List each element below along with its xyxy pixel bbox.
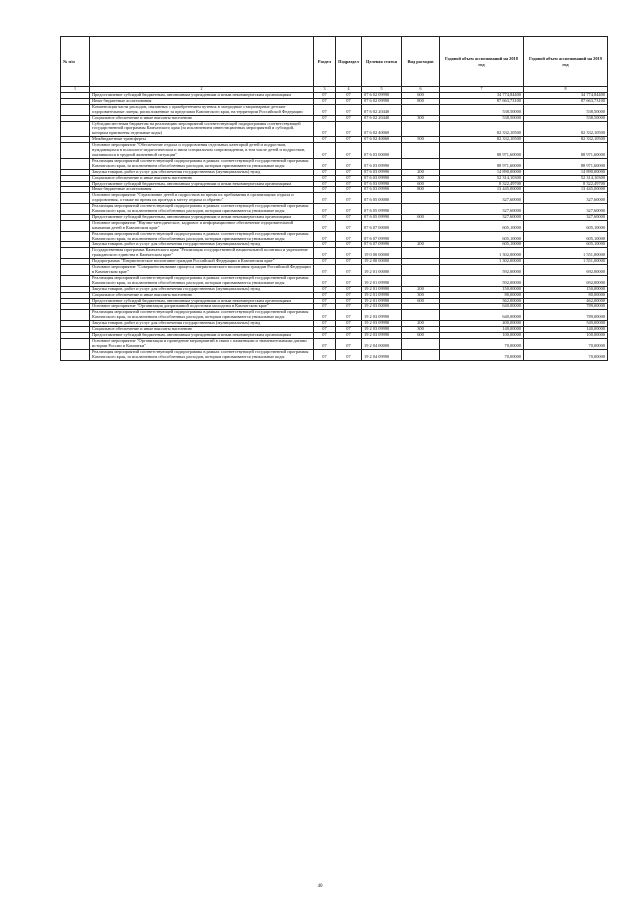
- cell-expense-type: [402, 265, 440, 276]
- cell-target-article: 07 6 03 09990: [362, 158, 402, 169]
- cell-name: Основное мероприятие "Организация допризывной подготовки молодежи в Камчатском крае": [90, 304, 314, 310]
- cell-podrazdel: 07: [336, 304, 362, 310]
- cell-target-article: 07 6 02 40060: [362, 121, 402, 137]
- cell-razdel: 07: [314, 265, 336, 276]
- cell-name: Подпрограмма "Патриотическое воспитание граждан Российской Федерации в Камчатском крае": [90, 259, 314, 265]
- cell-name: Реализация мероприятий соответствующей подпрограммы в рамках соответствующей государственной программы Камчатского края, за исключением обособленных расходов, которым присваиваются уникальные коды: [90, 231, 314, 242]
- cell-num: [61, 121, 90, 137]
- cell-volume-2018: 82 332,10500: [440, 137, 524, 143]
- cell-razdel: 07: [314, 327, 336, 333]
- cell-expense-type: [402, 349, 440, 360]
- cell-volume-2018: 150,00000: [440, 286, 524, 292]
- cell-volume-2019: 605,10000: [524, 242, 608, 248]
- header-target-article: Целевая статья: [362, 37, 402, 87]
- cell-expense-type: 600: [402, 332, 440, 338]
- cell-podrazdel: 07: [336, 275, 362, 286]
- cell-target-article: 07 6 03 09990: [362, 169, 402, 175]
- cell-num: [61, 104, 90, 115]
- cell-volume-2018: 605,10000: [440, 231, 524, 242]
- cell-name: Социальное обеспечение и иные выплаты населению: [90, 175, 314, 181]
- cell-name: Основное мероприятие "Организация и проведение мероприятий в связи с памятными и знаменательными датами истории России и Камчатки": [90, 338, 314, 349]
- cell-volume-2018: 640,00000: [440, 310, 524, 321]
- cell-num: [61, 265, 90, 276]
- cell-razdel: 07: [314, 187, 336, 193]
- cell-volume-2018: 87 663,73100: [440, 98, 524, 104]
- cell-target-article: 07 6 02 20440: [362, 104, 402, 115]
- cell-target-article: 19 2 03 00000: [362, 304, 402, 310]
- cell-volume-2019: 100,00000: [524, 332, 608, 338]
- cell-podrazdel: 07: [336, 143, 362, 159]
- cell-target-article: 19 0 00 00000: [362, 248, 402, 259]
- cell-razdel: 07: [314, 137, 336, 143]
- cell-target-article: 19 2 03 09990: [362, 321, 402, 327]
- cell-volume-2019: 549,00000: [524, 321, 608, 327]
- cell-volume-2019: 87 663,73100: [524, 98, 608, 104]
- table-row: [61, 248, 608, 259]
- cell-expense-type: [402, 158, 440, 169]
- cell-volume-2019: 692,00000: [524, 265, 608, 276]
- cell-num: [61, 193, 90, 204]
- cell-target-article: 07 6 02 09990: [362, 98, 402, 104]
- cell-volume-2019: 82 332,10500: [524, 137, 608, 143]
- column-number: 8: [524, 87, 608, 93]
- cell-target-article: 07 6 03 09990: [362, 181, 402, 187]
- cell-volume-2018: 400,00000: [440, 321, 524, 327]
- column-number: 1: [61, 87, 90, 93]
- cell-name: Основное мероприятие "Обеспечение отдыха и оздоровления отдельных категорий детей и подростков, нуждающихся в психолого-педагогическом и ином специальном сопровождении, в том числе детей и подростков, оказавшихся в трудной жизненной ситуации": [90, 143, 314, 159]
- cell-volume-2019: 327,60000: [524, 193, 608, 204]
- cell-podrazdel: 07: [336, 242, 362, 248]
- cell-name: Иные бюджетные ассигнования: [90, 187, 314, 193]
- cell-podrazdel: 07: [336, 292, 362, 298]
- cell-podrazdel: 07: [336, 332, 362, 338]
- page-number: 40: [317, 884, 323, 889]
- budget-table: [60, 36, 608, 361]
- cell-volume-2018: 327,60000: [440, 193, 524, 204]
- cell-volume-2019: 13 445,00000: [524, 187, 608, 193]
- cell-volume-2019: 538,50000: [524, 104, 608, 115]
- cell-razdel: 07: [314, 181, 336, 187]
- cell-volume-2018: 70,00000: [440, 349, 524, 360]
- cell-volume-2019: 14 890,00000: [524, 169, 608, 175]
- cell-podrazdel: 07: [336, 193, 362, 204]
- cell-target-article: 07 6 03 00000: [362, 143, 402, 159]
- cell-razdel: 07: [314, 104, 336, 115]
- cell-volume-2019: 52 314,10300: [524, 175, 608, 181]
- table-row: [61, 220, 608, 231]
- cell-name: Предоставление субсидий бюджетным, автономным учреждениям и иным некоммерческим организациям: [90, 332, 314, 338]
- cell-volume-2018: 14 890,00000: [440, 169, 524, 175]
- cell-razdel: 07: [314, 259, 336, 265]
- cell-volume-2018: 8 322,49700: [440, 181, 524, 187]
- cell-expense-type: [402, 310, 440, 321]
- cell-expense-type: 600: [402, 93, 440, 99]
- cell-name: Закупка товаров, работ и услуг для обеспечения государственных (муниципальных) нужд: [90, 286, 314, 292]
- table-row: [61, 231, 608, 242]
- cell-volume-2019: 462,00000: [524, 298, 608, 304]
- cell-razdel: 07: [314, 338, 336, 349]
- cell-razdel: 07: [314, 115, 336, 121]
- cell-num: [61, 349, 90, 360]
- cell-volume-2019: 692,00000: [524, 275, 608, 286]
- cell-volume-2019: 327,60000: [524, 204, 608, 215]
- cell-expense-type: 300: [402, 327, 440, 333]
- cell-volume-2018: 538,50000: [440, 115, 524, 121]
- cell-target-article: 19 2 03 09990: [362, 327, 402, 333]
- cell-name: Субсидии местным бюджетам на реализацию мероприятий соответствующей подпрограммы соответствующей государственной программы Камчатского края (за исключением инвестиционных мероприятий и субсидий, которым присвоены отдельные коды): [90, 121, 314, 137]
- cell-razdel: 07: [314, 175, 336, 181]
- header-volume-2018: Годовой объем ассигнований на 2018 год: [440, 37, 524, 87]
- cell-volume-2018: 640,00000: [440, 304, 524, 310]
- cell-name: Основное мероприятие "Страхование детей и подростков во время их пребывания в организациях отдыха и оздоровления, а также во время их проезда к месту отдыха и обратно": [90, 193, 314, 204]
- cell-razdel: 07: [314, 158, 336, 169]
- cell-target-article: 19 2 01 00000: [362, 265, 402, 276]
- cell-num: [61, 275, 90, 286]
- cell-volume-2019: 80,00000: [524, 292, 608, 298]
- cell-expense-type: 600: [402, 298, 440, 304]
- cell-name: Реализация мероприятий соответствующей подпрограммы в рамках соответствующей государственной программы Камчатского края, за исключением обособленных расходов, которым присваиваются уникальные коды: [90, 275, 314, 286]
- cell-podrazdel: 07: [336, 181, 362, 187]
- cell-name: Реализация мероприятий соответствующей подпрограммы в рамках соответствующей государственной программы Камчатского края, за исключением обособленных расходов, которым присваиваются уникальные коды: [90, 349, 314, 360]
- cell-podrazdel: 07: [336, 327, 362, 333]
- header-name: [90, 37, 314, 87]
- column-number: 5: [362, 87, 402, 93]
- cell-volume-2018: 34 774,84400: [440, 93, 524, 99]
- cell-name: Социальное обеспечение и иные выплаты населению: [90, 115, 314, 121]
- cell-expense-type: [402, 104, 440, 115]
- cell-expense-type: 200: [402, 286, 440, 292]
- cell-podrazdel: 07: [336, 310, 362, 321]
- cell-volume-2019: 70,00000: [524, 338, 608, 349]
- cell-volume-2018: 52 314,10300: [440, 175, 524, 181]
- cell-expense-type: 200: [402, 169, 440, 175]
- cell-name: Предоставление субсидий бюджетным, автономным учреждениям и иным некоммерческим организациям: [90, 93, 314, 99]
- cell-num: [61, 204, 90, 215]
- cell-volume-2018: 82 332,10500: [440, 121, 524, 137]
- header-num: № п/п: [61, 37, 90, 87]
- cell-name: Закупка товаров, работ и услуг для обеспечения государственных (муниципальных) нужд: [90, 169, 314, 175]
- cell-name: Закупка товаров, работ и услуг для обеспечения государственных (муниципальных) нужд: [90, 321, 314, 327]
- cell-target-article: 19 2 01 09990: [362, 286, 402, 292]
- cell-expense-type: 500: [402, 137, 440, 143]
- table-row: [61, 349, 608, 360]
- cell-volume-2019: 789,00000: [524, 310, 608, 321]
- cell-razdel: 07: [314, 332, 336, 338]
- table-row: [61, 265, 608, 276]
- cell-razdel: 07: [314, 321, 336, 327]
- cell-expense-type: 800: [402, 187, 440, 193]
- cell-target-article: 07 6 05 09990: [362, 214, 402, 220]
- cell-razdel: 07: [314, 193, 336, 204]
- cell-name: Социальное обеспечение и иные выплаты населению: [90, 292, 314, 298]
- cell-target-article: 07 6 03 09990: [362, 175, 402, 181]
- cell-target-article: 07 6 07 09990: [362, 231, 402, 242]
- cell-podrazdel: 07: [336, 214, 362, 220]
- cell-volume-2018: 88 971,60000: [440, 158, 524, 169]
- cell-razdel: 07: [314, 310, 336, 321]
- cell-name: Реализация мероприятий соответствующей подпрограммы в рамках соответствующей государственной программы Камчатского края, за исключением обособленных расходов, которым присваиваются уникальные коды: [90, 158, 314, 169]
- cell-volume-2019: 538,50000: [524, 115, 608, 121]
- cell-volume-2019: 8 322,49700: [524, 181, 608, 187]
- cell-volume-2018: 538,50000: [440, 104, 524, 115]
- cell-razdel: 07: [314, 220, 336, 231]
- cell-razdel: 07: [314, 275, 336, 286]
- column-number: 3: [314, 87, 336, 93]
- cell-volume-2019: 789,00000: [524, 304, 608, 310]
- cell-name: Предоставление субсидий бюджетным, автономным учреждениям и иным некоммерческим организациям: [90, 181, 314, 187]
- cell-name: Закупка товаров, работ и услуг для обеспечения государственных (муниципальных) нужд: [90, 242, 314, 248]
- table-row: [61, 104, 608, 115]
- table-header: [61, 37, 608, 93]
- cell-volume-2019: 88 971,60000: [524, 143, 608, 159]
- cell-volume-2018: 1 302,00000: [440, 248, 524, 259]
- cell-volume-2018: 605,10000: [440, 220, 524, 231]
- cell-name: Компенсация части расходов, связанных с приобретением путевок в загородные стационарные детские оздоровительные лагеря, расположенные за пределами Камчатского края, на территории Российской Федерации: [90, 104, 314, 115]
- table-row: [61, 193, 608, 204]
- cell-expense-type: [402, 204, 440, 215]
- table-row: [61, 275, 608, 286]
- cell-target-article: 07 6 07 00000: [362, 220, 402, 231]
- cell-podrazdel: 07: [336, 169, 362, 175]
- column-number: 6: [402, 87, 440, 93]
- cell-target-article: 07 6 05 00000: [362, 193, 402, 204]
- cell-target-article: 19 2 01 09990: [362, 292, 402, 298]
- cell-name: Основное мероприятие "Совершенствование процесса патриотического воспитания граждан Российской Федерации в Камчатском крае": [90, 265, 314, 276]
- cell-razdel: 07: [314, 169, 336, 175]
- column-number: 2: [90, 87, 314, 93]
- cell-num: [61, 248, 90, 259]
- cell-razdel: 07: [314, 231, 336, 242]
- cell-volume-2018: 1 302,00000: [440, 259, 524, 265]
- cell-razdel: 07: [314, 286, 336, 292]
- cell-podrazdel: 07: [336, 158, 362, 169]
- cell-podrazdel: 07: [336, 137, 362, 143]
- cell-expense-type: 600: [402, 181, 440, 187]
- cell-name: Предоставление субсидий бюджетным, автономным учреждениям и иным некоммерческим организациям: [90, 298, 314, 304]
- cell-target-article: 19 2 01 09990: [362, 275, 402, 286]
- cell-podrazdel: 07: [336, 338, 362, 349]
- cell-razdel: 07: [314, 292, 336, 298]
- cell-podrazdel: 07: [336, 175, 362, 181]
- cell-expense-type: 300: [402, 115, 440, 121]
- cell-target-article: 19 2 00 00000: [362, 259, 402, 265]
- cell-razdel: 07: [314, 93, 336, 99]
- cell-volume-2019: 34 774,84400: [524, 93, 608, 99]
- cell-volume-2019: 605,10000: [524, 220, 608, 231]
- cell-volume-2019: 1 551,00000: [524, 259, 608, 265]
- cell-expense-type: 200: [402, 242, 440, 248]
- cell-target-article: 19 2 03 09990: [362, 310, 402, 321]
- cell-expense-type: 300: [402, 292, 440, 298]
- table-row: [61, 310, 608, 321]
- cell-volume-2019: 150,00000: [524, 286, 608, 292]
- cell-name: Иные бюджетные ассигнования: [90, 98, 314, 104]
- cell-podrazdel: 07: [336, 248, 362, 259]
- cell-name: Предоставление субсидий бюджетным, автономным учреждениям и иным некоммерческим организациям: [90, 214, 314, 220]
- cell-razdel: 07: [314, 298, 336, 304]
- cell-podrazdel: 07: [336, 231, 362, 242]
- cell-expense-type: 300: [402, 175, 440, 181]
- cell-volume-2019: 1 551,00000: [524, 248, 608, 259]
- cell-volume-2018: 88 971,60000: [440, 143, 524, 159]
- cell-razdel: 07: [314, 98, 336, 104]
- column-number: 7: [440, 87, 524, 93]
- cell-expense-type: [402, 193, 440, 204]
- cell-volume-2019: 140,00000: [524, 327, 608, 333]
- cell-podrazdel: 07: [336, 98, 362, 104]
- cell-volume-2019: 82 332,10500: [524, 121, 608, 137]
- header-podrazdel: Подраздел: [336, 37, 362, 87]
- cell-target-article: 19 2 01 09990: [362, 298, 402, 304]
- cell-target-article: 19 2 03 09990: [362, 332, 402, 338]
- cell-target-article: 07 6 03 09990: [362, 187, 402, 193]
- cell-expense-type: [402, 121, 440, 137]
- cell-razdel: 07: [314, 242, 336, 248]
- cell-target-article: 07 6 07 09990: [362, 242, 402, 248]
- cell-volume-2019: 327,60000: [524, 214, 608, 220]
- cell-podrazdel: 07: [336, 204, 362, 215]
- cell-expense-type: [402, 338, 440, 349]
- cell-num: [61, 158, 90, 169]
- cell-podrazdel: 07: [336, 349, 362, 360]
- cell-name: Межбюджетные трансферты: [90, 137, 314, 143]
- cell-volume-2018: 592,00000: [440, 275, 524, 286]
- cell-volume-2019: 605,10000: [524, 231, 608, 242]
- table-row: [61, 121, 608, 137]
- cell-target-article: 19 2 04 09990: [362, 349, 402, 360]
- table-row: [61, 158, 608, 169]
- cell-razdel: 07: [314, 121, 336, 137]
- cell-expense-type: [402, 143, 440, 159]
- table-body: [61, 93, 608, 361]
- cell-razdel: 07: [314, 204, 336, 215]
- cell-podrazdel: 07: [336, 93, 362, 99]
- column-number: 4: [336, 87, 362, 93]
- cell-razdel: 07: [314, 304, 336, 310]
- cell-expense-type: 600: [402, 214, 440, 220]
- cell-volume-2019: 70,00000: [524, 349, 608, 360]
- cell-podrazdel: 07: [336, 286, 362, 292]
- cell-volume-2018: 605,10000: [440, 242, 524, 248]
- cell-num: [61, 143, 90, 159]
- cell-volume-2018: 362,00000: [440, 298, 524, 304]
- header-expense-type: Вид расходов: [402, 37, 440, 87]
- cell-num: [61, 220, 90, 231]
- table-row: [61, 143, 608, 159]
- cell-volume-2018: 592,00000: [440, 265, 524, 276]
- table-row: [61, 338, 608, 349]
- cell-name: Социальное обеспечение и иные выплаты населению: [90, 327, 314, 333]
- cell-podrazdel: 07: [336, 115, 362, 121]
- cell-volume-2018: 80,00000: [440, 292, 524, 298]
- cell-podrazdel: 07: [336, 121, 362, 137]
- cell-num: [61, 310, 90, 321]
- cell-podrazdel: 07: [336, 259, 362, 265]
- cell-expense-type: [402, 231, 440, 242]
- cell-target-article: 07 6 02 09990: [362, 93, 402, 99]
- cell-num: [61, 338, 90, 349]
- cell-razdel: 07: [314, 143, 336, 159]
- cell-expense-type: 800: [402, 98, 440, 104]
- table-row: [61, 204, 608, 215]
- cell-podrazdel: 07: [336, 187, 362, 193]
- cell-num: [61, 231, 90, 242]
- cell-podrazdel: 07: [336, 104, 362, 115]
- cell-name: Реализация мероприятий соответствующей подпрограммы в рамках соответствующей государственной программы Камчатского края, за исключением обособленных расходов, которым присваиваются уникальные коды: [90, 204, 314, 215]
- header-volume-2019: Годовой объем ассигнований на 2019 год: [524, 37, 608, 87]
- cell-name: Государственная программа Камчатского края "Реализация государственной национальной политики и укрепление гражданского единства в Камчатском крае": [90, 248, 314, 259]
- cell-podrazdel: 07: [336, 220, 362, 231]
- cell-name: Реализация мероприятий соответствующей подпрограммы в рамках соответствующей государственной программы Камчатского края, за исключением обособленных расходов, которым присваиваются уникальные коды: [90, 310, 314, 321]
- cell-razdel: 07: [314, 349, 336, 360]
- cell-target-article: 07 6 05 09990: [362, 204, 402, 215]
- cell-volume-2018: 327,60000: [440, 204, 524, 215]
- cell-volume-2018: 13 445,00000: [440, 187, 524, 193]
- cell-razdel: 07: [314, 214, 336, 220]
- cell-podrazdel: 07: [336, 265, 362, 276]
- cell-volume-2019: 88 971,60000: [524, 158, 608, 169]
- cell-target-article: 07 6 02 20440: [362, 115, 402, 121]
- cell-razdel: 07: [314, 248, 336, 259]
- cell-expense-type: [402, 275, 440, 286]
- cell-target-article: 07 6 02 40060: [362, 137, 402, 143]
- cell-podrazdel: 07: [336, 298, 362, 304]
- cell-volume-2018: 100,00000: [440, 332, 524, 338]
- cell-volume-2018: 140,00000: [440, 327, 524, 333]
- cell-expense-type: 200: [402, 321, 440, 327]
- cell-target-article: 19 2 04 00000: [362, 338, 402, 349]
- cell-volume-2018: 327,60000: [440, 214, 524, 220]
- cell-name: Основное мероприятие "Научно-методическое, кадровое и информационное обеспечение оздоровительной кампании детей в Камчатском крае": [90, 220, 314, 231]
- cell-volume-2018: 70,00000: [440, 338, 524, 349]
- header-razdel: Раздел: [314, 37, 336, 87]
- cell-expense-type: [402, 220, 440, 231]
- cell-expense-type: [402, 248, 440, 259]
- cell-podrazdel: 07: [336, 321, 362, 327]
